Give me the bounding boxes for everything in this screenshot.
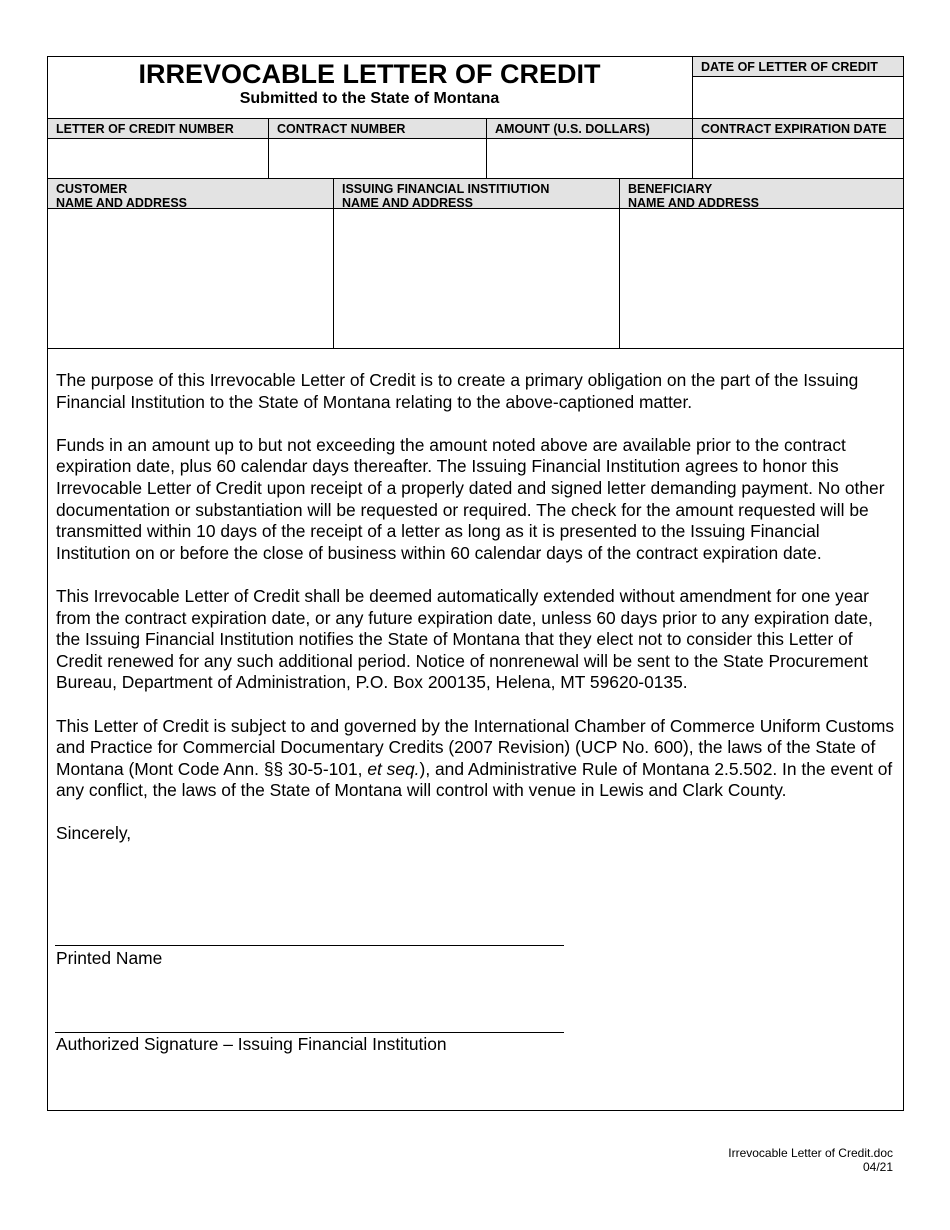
title-block <box>47 56 692 118</box>
closing: Sincerely, <box>56 823 132 844</box>
footer-filename: Irrevocable Letter of Credit.doc <box>728 1146 893 1160</box>
authorized-signature-label: Authorized Signature – Issuing Financial Institution <box>56 1034 447 1054</box>
printed-name-label: Printed Name <box>56 948 163 968</box>
date-label: DATE OF LETTER OF CREDIT <box>692 56 904 77</box>
footer <box>728 1146 893 1174</box>
contract-number-label: CONTRACT NUMBER <box>268 118 487 139</box>
customer-label-line2: NAME AND ADDRESS <box>56 196 188 210</box>
subtitle: Submitted to the State of Montana <box>239 90 500 107</box>
paragraph-purpose: The purpose of this Irrevocable Letter of Credit is to create a primary obligation on the part of the Issuing Financial Institution to the State of Montana relating to the above-captioned matter. <box>56 370 859 412</box>
beneficiary-label <box>619 178 904 209</box>
paragraph-funds: Funds in an amount up to but not exceeding the amount noted above are available prior to the contract expiration date, plus 60 calendar days thereafter. The Issuing Financial Institution agrees to honor this Irrevocable Letter of Credit upon receipt of a properly dated and signed letter demanding payment. No other documentation or substantiation will be requested or required. The check for the amount requested will be transmitted within 10 days of the receipt of a letter as long as it is presented to the Issuing Financial Institution on or before the close of business within 60 calendar days of the contract expiration date. <box>56 434 885 563</box>
beneficiary-label-line2: NAME AND ADDRESS <box>628 196 760 210</box>
expiration-date-label: CONTRACT EXPIRATION DATE <box>692 118 904 139</box>
issuer-label-line1: ISSUING FINANCIAL INSTITIUTION <box>342 182 550 196</box>
issuer-label <box>333 178 620 209</box>
beneficiary-label-line1: BENEFICIARY <box>628 182 713 196</box>
contract-number-field[interactable] <box>268 138 487 179</box>
loc-number-label: LETTER OF CREDIT NUMBER <box>47 118 269 139</box>
governing-law-text-a: This Letter of Credit is subject to and governed by the International Chamber of Commerce Uniform Customs and Practice for Commercial Documentary Credits (2007 Revision) (UCP No. 600), the laws of the State of Montana (Mont Code Ann. §§ 30-5-101, <box>56 715 895 779</box>
signature-line[interactable] <box>55 1032 564 1033</box>
paragraph-governing-law <box>56 716 898 802</box>
amount-label: AMOUNT (U.S. DOLLARS) <box>486 118 693 139</box>
printed-name-line[interactable] <box>55 945 564 946</box>
issuer-label-line2: NAME AND ADDRESS <box>342 196 474 210</box>
customer-label-line1: CUSTOMER <box>56 182 128 196</box>
governing-law-text-b: ), and Administrative Rule of Montana 2.5.502. In the event of any conflict, the laws of the State of Montana will control with venue in Lewis and Clark County. <box>56 758 893 801</box>
customer-address-field[interactable] <box>47 208 334 349</box>
customer-label <box>47 178 334 209</box>
issuer-address-field[interactable] <box>333 208 620 349</box>
paragraph-extension: This Irrevocable Letter of Credit shall be deemed automatically extended without amendment for one year from the contract expiration date, or any future expiration date, unless 60 days prior to any expiration date, the Issuing Financial Institution notifies the State of Montana that they elect not to consider this Letter of Credit renewed for any such additional period. Notice of nonrenewal will be sent to the State Procurement Bureau, Department of Administration, P.O. Box 200135, Helena, MT 59620-0135. <box>56 585 873 693</box>
amount-field[interactable] <box>486 138 693 179</box>
page-title: IRREVOCABLE LETTER OF CREDIT <box>138 59 601 89</box>
beneficiary-address-field[interactable] <box>619 208 904 349</box>
et-seq: et seq. <box>367 758 420 779</box>
date-field[interactable] <box>692 76 904 119</box>
loc-number-field[interactable] <box>47 138 269 179</box>
expiration-date-field[interactable] <box>692 138 904 179</box>
footer-revision: 04/21 <box>862 1160 893 1174</box>
letter-body <box>56 370 898 867</box>
